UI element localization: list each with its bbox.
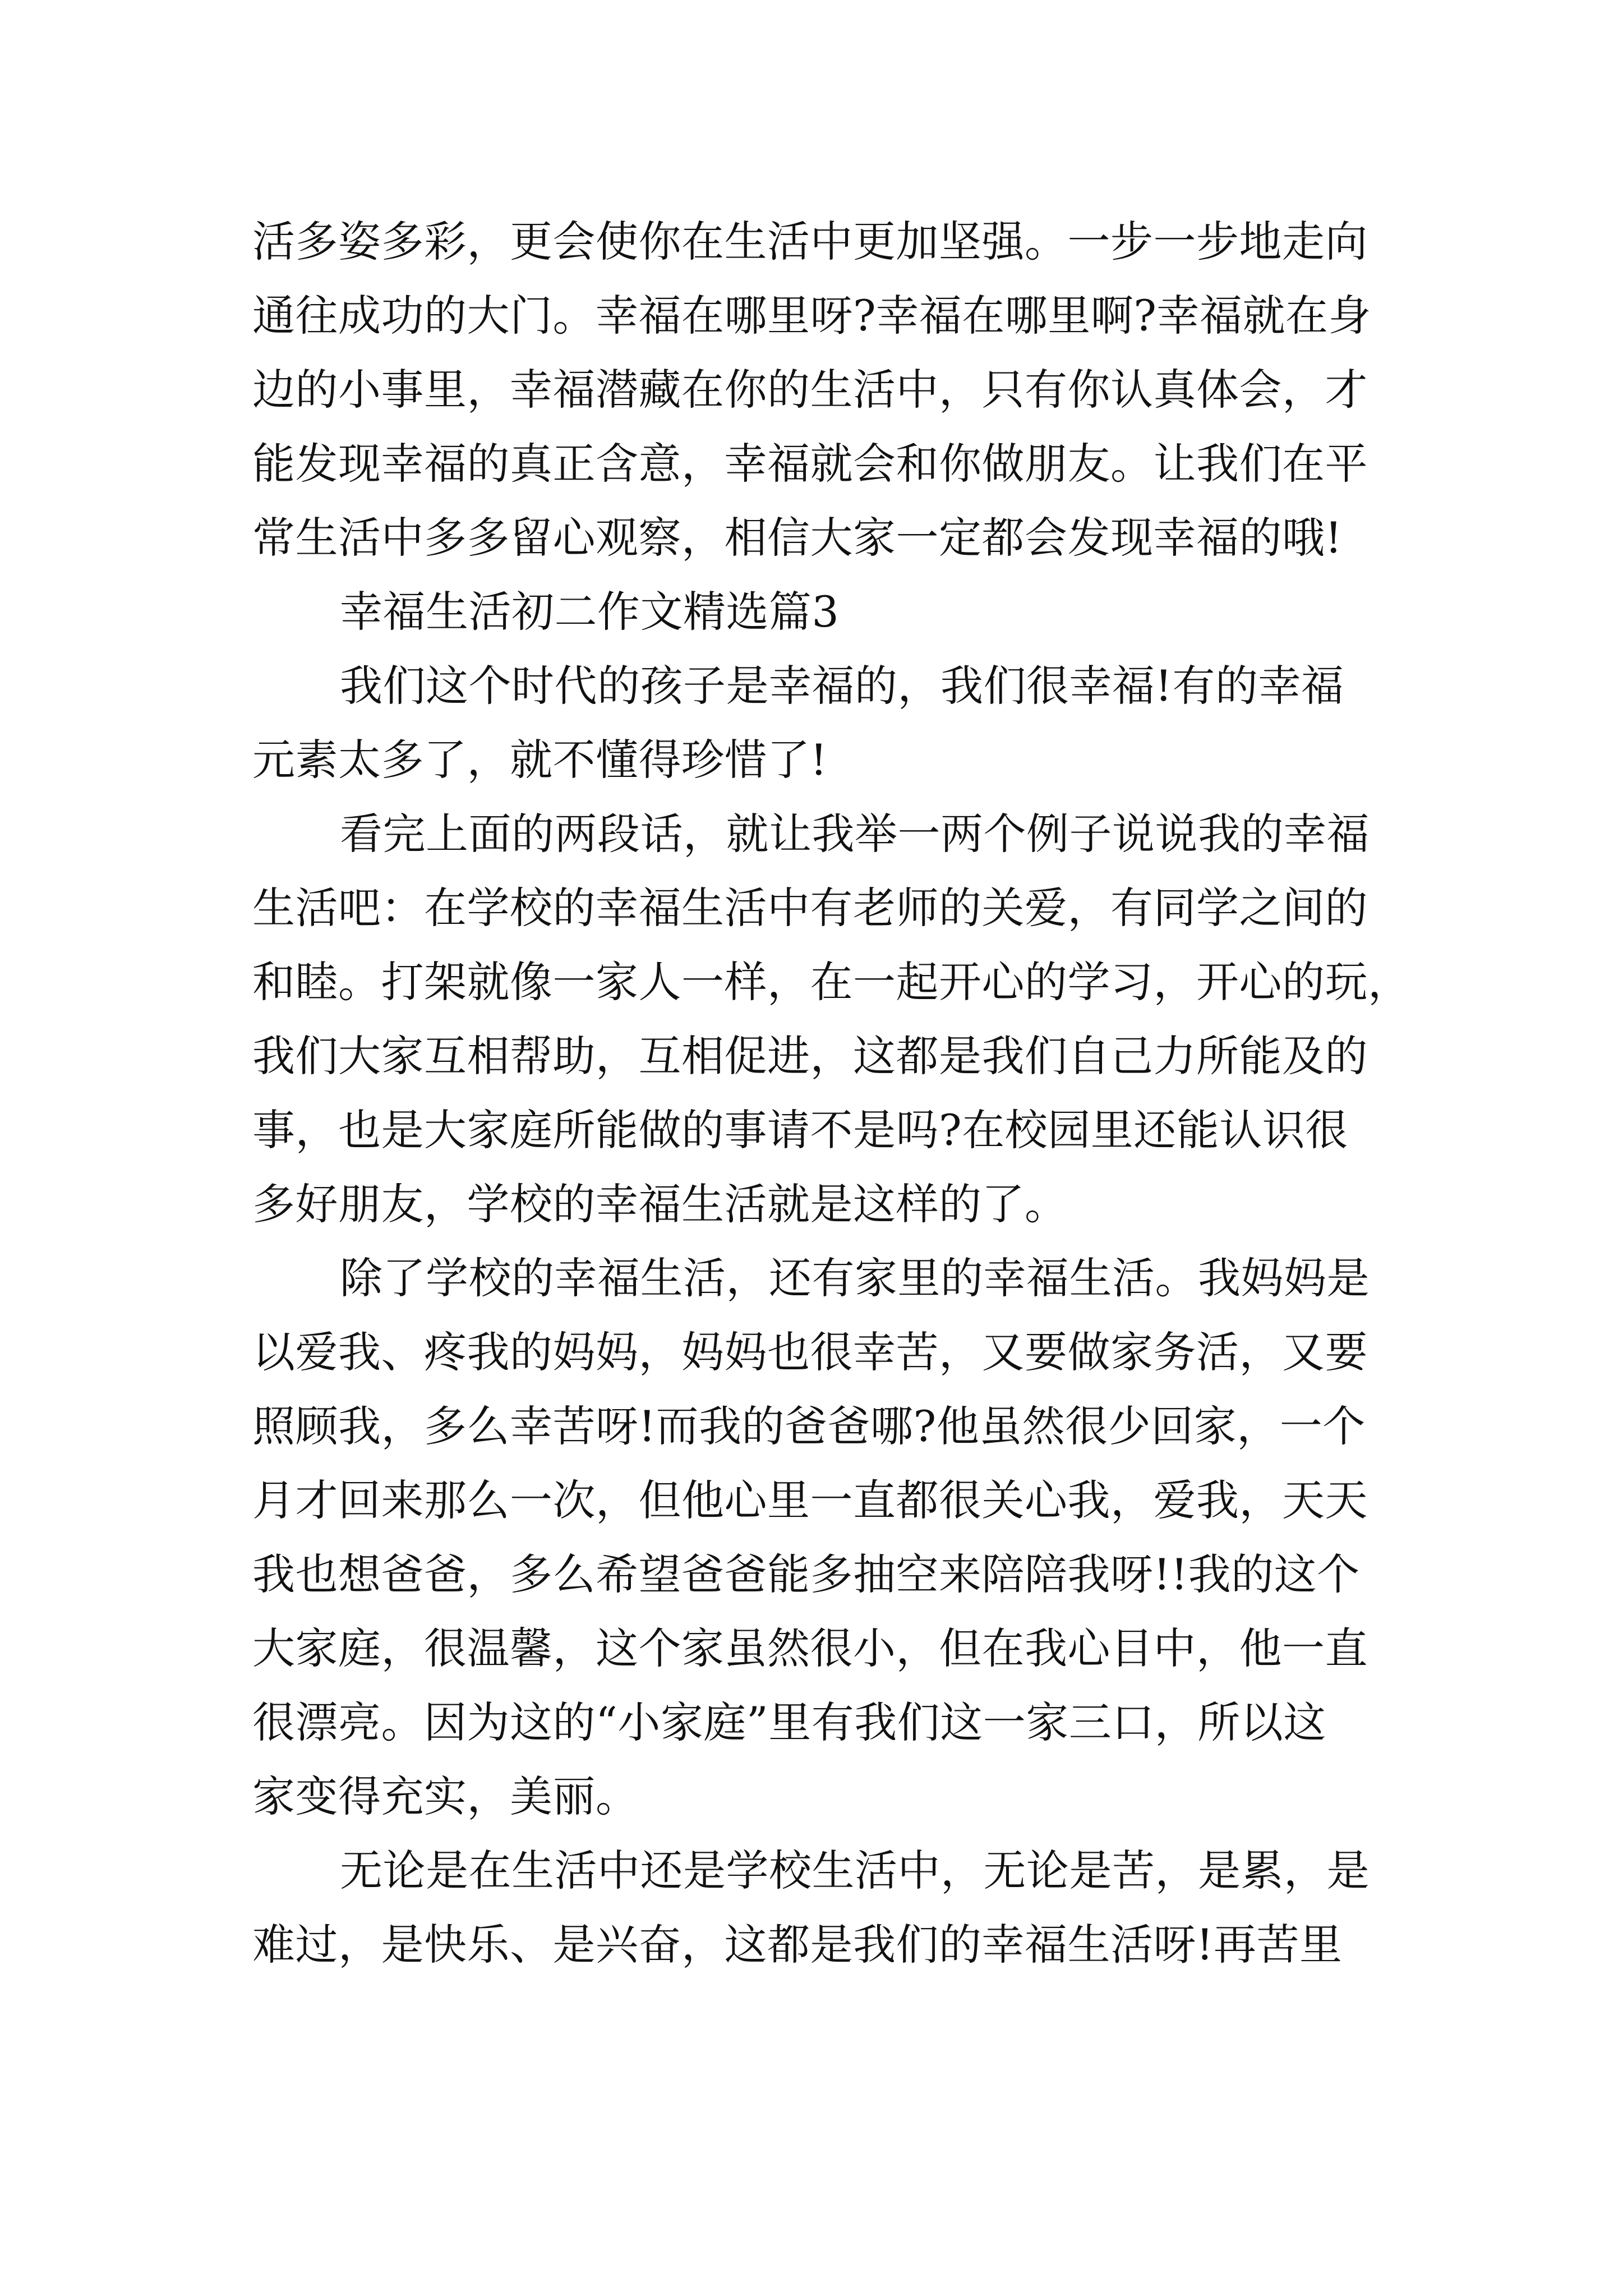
- text-line: 以爱我、疼我的妈妈，妈妈也很幸苦，又要做家务活，又要: [252, 1327, 1368, 1377]
- text-line: 常生活中多多留心观察，相信大家一定都会发现幸福的哦!: [252, 513, 1343, 563]
- text-line: 很漂亮。因为这的“小家庭”里有我们这一家三口，所以这: [252, 1697, 1326, 1747]
- text-line: 无论是在生活中还是学校生活中，无论是苦，是累，是: [340, 1846, 1370, 1895]
- text-line: 多好朋友，学校的幸福生活就是这样的了。: [252, 1179, 1068, 1229]
- text-line: 看完上面的两段话，就让我举一两个例子说说我的幸福: [340, 809, 1370, 859]
- text-line: 边的小事里，幸福潜藏在你的生活中，只有你认真体会，才: [252, 365, 1368, 415]
- text-line: 和睦。打架就像一家人一样，在一起开心的学习，开心的玩，: [252, 957, 1411, 1007]
- text-line: 事，也是大家庭所能做的事请不是吗?在校园里还能认识很: [252, 1105, 1348, 1155]
- text-line: 活多姿多彩，更会使你在生活中更加坚强。一步一步地走向: [252, 217, 1368, 266]
- section-heading: 幸福生活初二作文精选篇3: [340, 587, 840, 637]
- text-line: 生活吧：在学校的幸福生活中有老师的关爱，有同学之间的: [252, 883, 1368, 933]
- text-line: 我们大家互相帮助，互相促进，这都是我们自己力所能及的: [252, 1031, 1368, 1081]
- text-line: 元素太多了，就不懂得珍惜了!: [252, 735, 828, 785]
- text-line: 能发现幸福的真正含意，幸福就会和你做朋友。让我们在平: [252, 439, 1368, 489]
- text-line: 除了学校的幸福生活，还有家里的幸福生活。我妈妈是: [340, 1253, 1370, 1303]
- text-line: 我也想爸爸，多么希望爸爸能多抽空来陪陪我呀!!我的这个: [252, 1549, 1360, 1599]
- text-line: 通往成功的大门。幸福在哪里呀?幸福在哪里啊?幸福就在身: [252, 291, 1371, 341]
- text-line: 月才回来那么一次，但他心里一直都很关心我，爱我，天天: [252, 1475, 1368, 1525]
- text-line: 大家庭，很温馨，这个家虽然很小，但在我心目中，他一直: [252, 1623, 1368, 1673]
- text-line: 我们这个时代的孩子是幸福的，我们很幸福!有的幸福: [340, 661, 1344, 711]
- text-line: 家变得充实，美丽。: [252, 1772, 639, 1821]
- text-line: 难过，是快乐、是兴奋，这都是我们的幸福生活呀!再苦里: [252, 1920, 1343, 1970]
- text-line: 照顾我，多么幸苦呀!而我的爸爸哪?他虽然很少回家，一个: [252, 1401, 1366, 1451]
- document-body: [252, 205, 1411, 1982]
